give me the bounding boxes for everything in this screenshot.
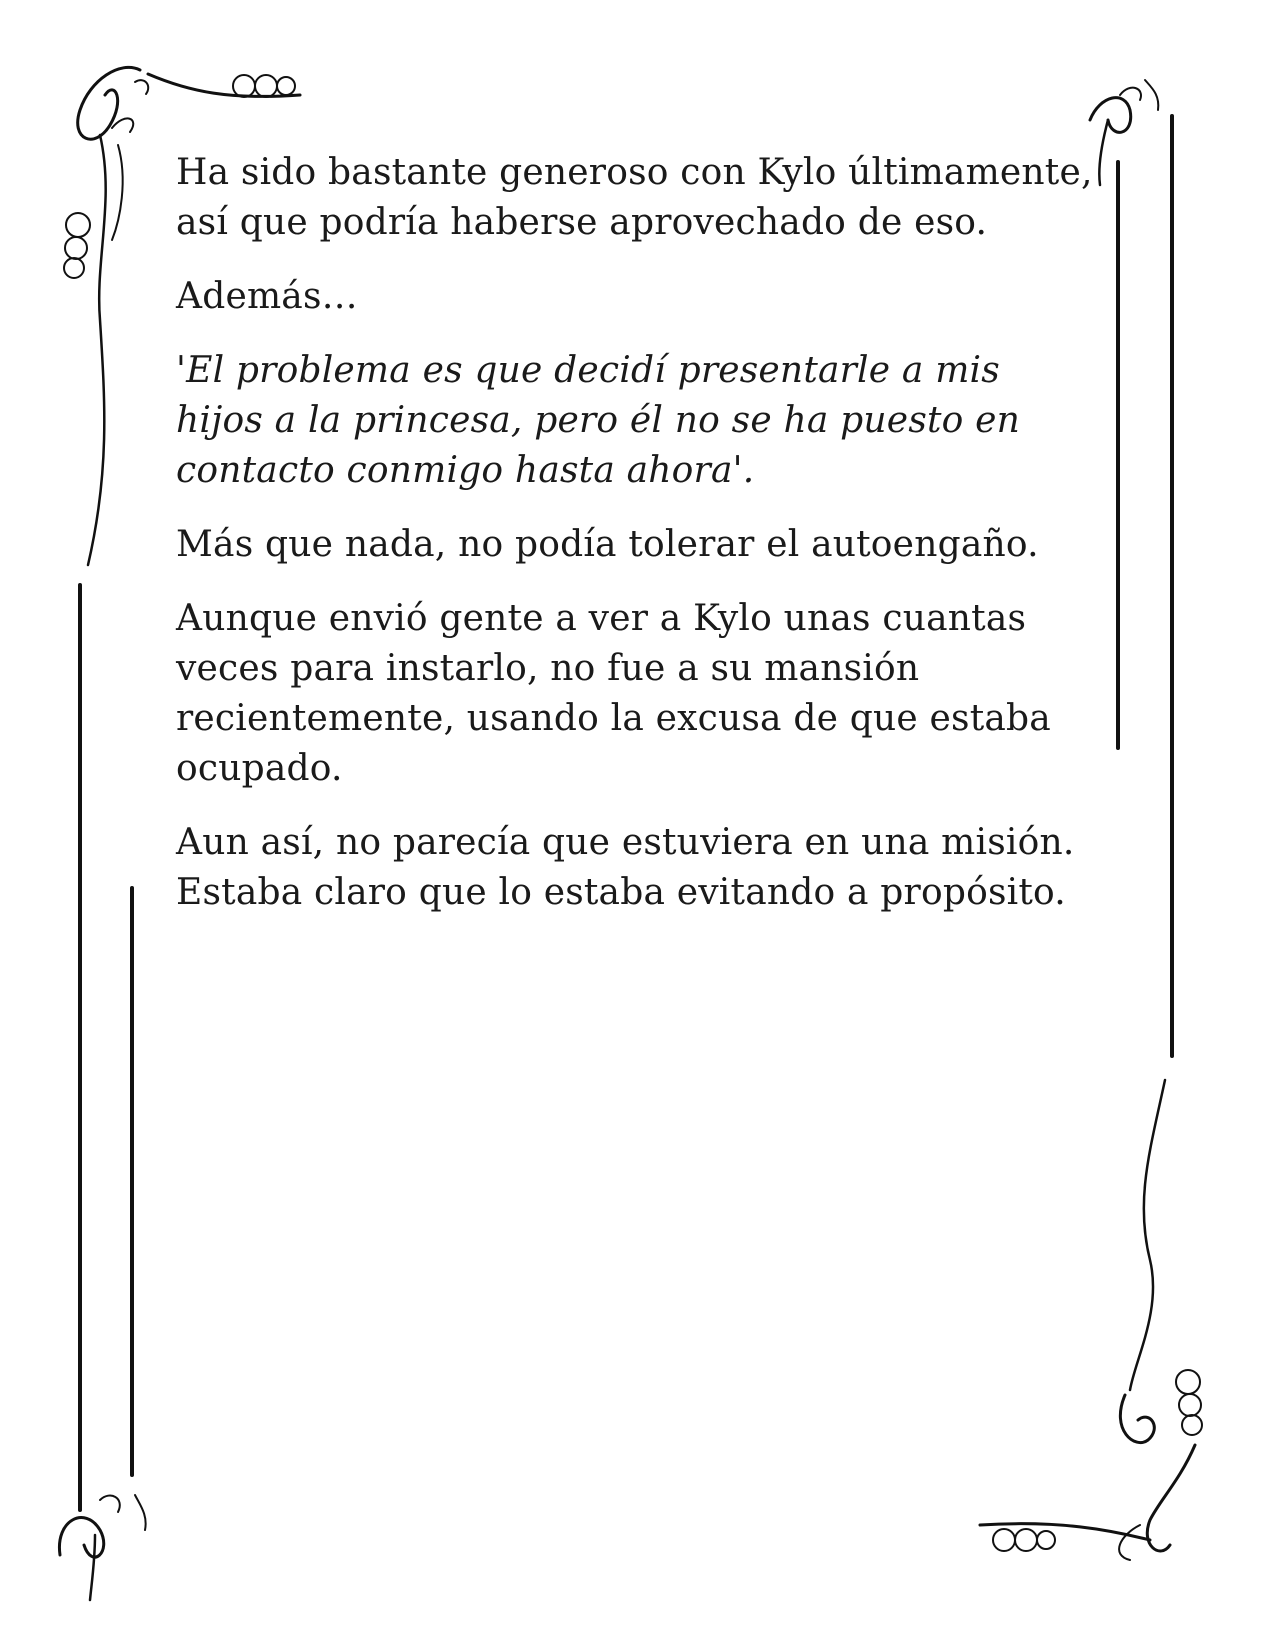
bottom-left-flourish-icon (59, 1495, 145, 1600)
paragraph-2: Además… (176, 276, 358, 317)
paragraph-3-quote: 'El problema es que decidí presentarle a mis hijos a la princesa, pero él no se ha puesto en contacto conmigo hasta ahora'. (176, 350, 1021, 491)
top-right-flourish-icon (1090, 80, 1158, 185)
paragraph-1: Ha sido bastante generoso con Kylo últimamente, así que podría haberse aprovechado de eso. (176, 152, 1093, 243)
paragraph-5: Aunque envió gente a ver a Kylo unas cuantas veces para instarlo, no fue a su mansión recientemente, usando la excusa de que estaba ocupado. (176, 598, 1051, 789)
bottom-right-flourish-icon (980, 1080, 1202, 1560)
paragraph-6: Aun así, no parecía que estuviera en una misión. Estaba claro que lo estaba evitando a propósito. (176, 822, 1075, 913)
body-text (176, 148, 1096, 942)
paragraph-4: Más que nada, no podía tolerar el autoengaño. (176, 524, 1039, 565)
